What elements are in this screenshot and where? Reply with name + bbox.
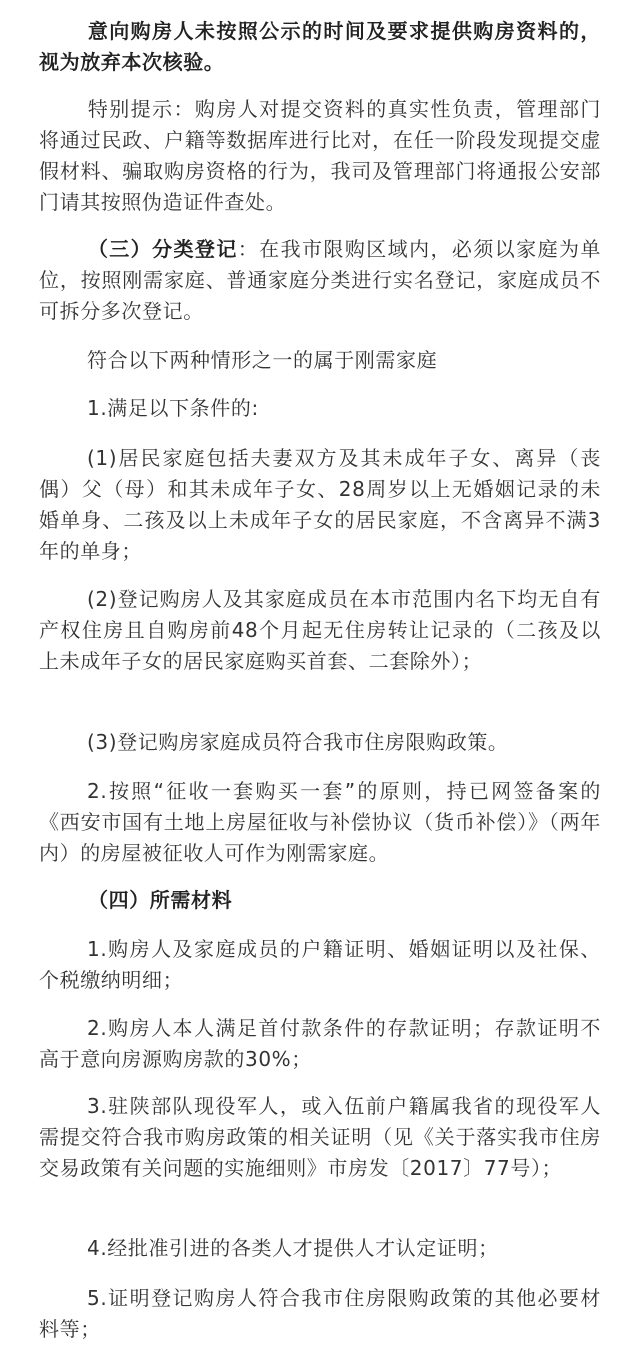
paragraph-condition-1-3	[39, 727, 601, 758]
paragraph-text: 4.经批准引进的各类人才提供人才认定证明；	[87, 1236, 499, 1260]
section-heading-three: （三）分类登记	[87, 237, 238, 261]
paragraph-material-5	[39, 1283, 601, 1345]
paragraph-material-3	[39, 1091, 601, 1184]
paragraph-text: 特别提示：购房人对提交资料的真实性负责，管理部门将通过民政、户籍等数据库进行比对，在任一阶段发现提交虚假材料、骗取购房资格的行为，我司及管理部门将通报公安部门请其按照伪造证件查处。	[39, 97, 601, 214]
paragraph-text: (2)登记购房人及其家庭成员在本市范围内名下均无自有产权住房且自购房前48个月起无住房转让记录的（二孩及以上未成年子女的居民家庭购买首套、二套除外）；	[39, 587, 601, 673]
paragraph-condition-1-2	[39, 584, 601, 677]
paragraph-text: 3.驻陕部队现役军人，或入伍前户籍属我省的现役军人需提交符合我市购房政策的相关证明（见《关于落实我市住房交易政策有关问题的实施细则》市房发〔2017〕77号）；	[39, 1094, 601, 1180]
paragraph-text: 符合以下两种情形之一的属于刚需家庭	[87, 348, 438, 372]
paragraph-text: 1.购房人及家庭成员的户籍证明、婚姻证明以及社保、个税缴纳明细；	[39, 937, 601, 992]
paragraph-condition-2	[39, 776, 601, 869]
paragraph-text: 2.按照“征收一套购买一套”的原则，持已网签备案的《西安市国有土地上房屋征收与补偿协议（货币补偿）》（两年内）的房屋被征收人可作为刚需家庭。	[39, 779, 601, 865]
paragraph-condition-1-1	[39, 443, 601, 567]
paragraph-text: 5.证明登记购房人符合我市住房限购政策的其他必要材料等；	[39, 1286, 601, 1341]
paragraph-text: (3)登记购房家庭成员符合我市住房限购政策。	[87, 730, 509, 754]
paragraph-material-2	[39, 1013, 601, 1075]
paragraph-text: 意向购房人未按照公示的时间及要求提供购房资料的，视为放弃本次核验。	[39, 19, 601, 74]
paragraph-text: 1.满足以下条件的:	[87, 396, 259, 420]
paragraph-text: (1)居民家庭包括夫妻双方及其未成年子女、离异（丧偶）父（母）和其未成年子女、28周岁以上无婚姻记录的未婚单身、二孩及以上未成年子女的居民家庭，不含离异不满3年的单身；	[39, 446, 601, 563]
paragraph-special-notice	[39, 94, 601, 218]
paragraph-forfeit-notice	[39, 16, 601, 78]
paragraph-condition-1	[39, 393, 601, 424]
section-heading-four: （四）所需材料	[88, 888, 233, 912]
paragraph-material-1	[39, 934, 601, 996]
paragraph-classified-registration	[39, 234, 601, 327]
paragraph-text: ：在我市限购区域内，必须以家庭为单位，按照刚需家庭、普通家庭分类进行实名登记，家庭成员不可拆分多次登记。	[39, 237, 601, 323]
paragraph-material-4	[39, 1233, 601, 1264]
paragraph-text: 2.购房人本人满足首付款条件的存款证明；存款证明不高于意向房源购房款的30%；	[39, 1016, 601, 1071]
paragraph-rigid-demand-intro	[39, 345, 601, 376]
